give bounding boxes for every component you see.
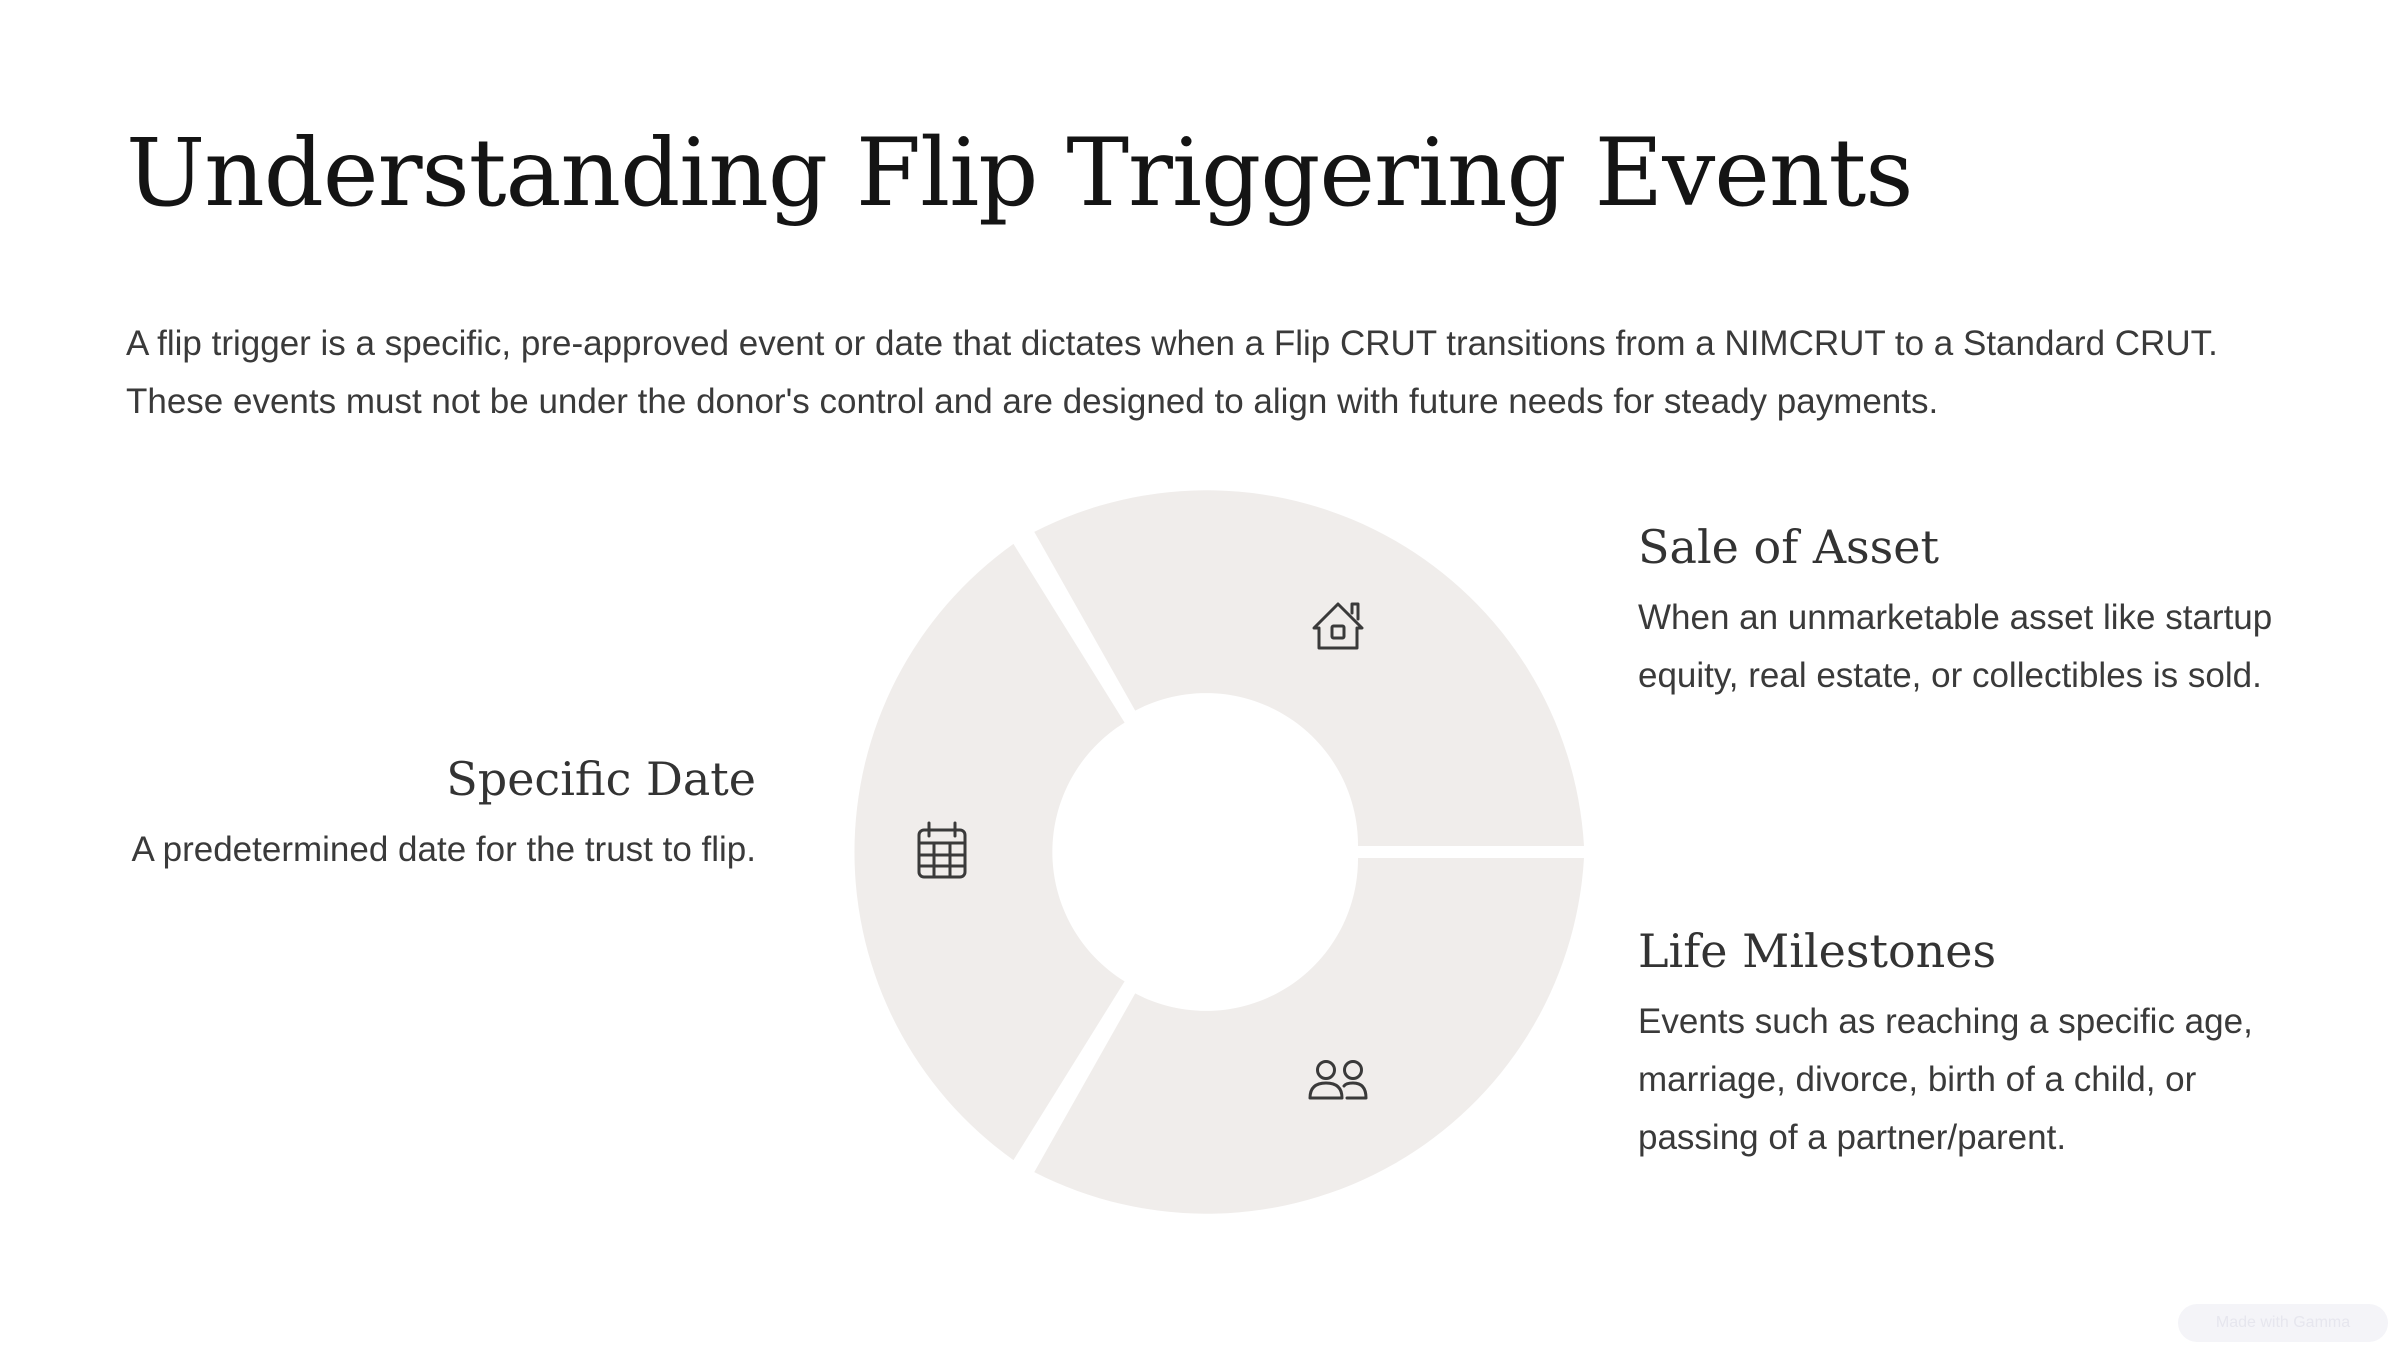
specific-date-block (110, 752, 756, 879)
sale-of-asset-heading: Sale of Asset (1638, 520, 1939, 574)
life-milestones-description: Events such as reaching a specific age, marriage, divorce, birth of a child, or passing of a partner/parent. (1638, 1002, 2253, 1158)
segment-sale-of-asset (1034, 490, 1584, 846)
life-milestones-heading: Life Milestones (1638, 924, 1997, 978)
slide-title: Understanding Flip Triggering Events (126, 119, 1913, 228)
segment-specific-date (854, 544, 1124, 1160)
made-with-badge[interactable]: Made with Gamma (2178, 1304, 2388, 1342)
specific-date-heading: Specific Date (446, 752, 756, 806)
segment-life-milestones (1034, 858, 1584, 1214)
donut-svg (826, 472, 1586, 1232)
intro-paragraph: A flip trigger is a specific, pre-approved event or date that dictates when a Flip CRUT transitions from a NIMCRUT to a Standard CRUT. These events must not be under the donor's control and are designed to align with future needs for steady payments. (126, 324, 2218, 421)
specific-date-description: A predetermined date for the trust to flip. (131, 830, 756, 870)
sale-of-asset-description: When an unmarketable asset like startup equity, real estate, or collectibles is sold. (1638, 598, 2273, 696)
life-milestones-block (1638, 924, 2318, 1167)
trigger-donut-diagram (826, 472, 1586, 1232)
sale-of-asset-block (1638, 520, 2318, 705)
